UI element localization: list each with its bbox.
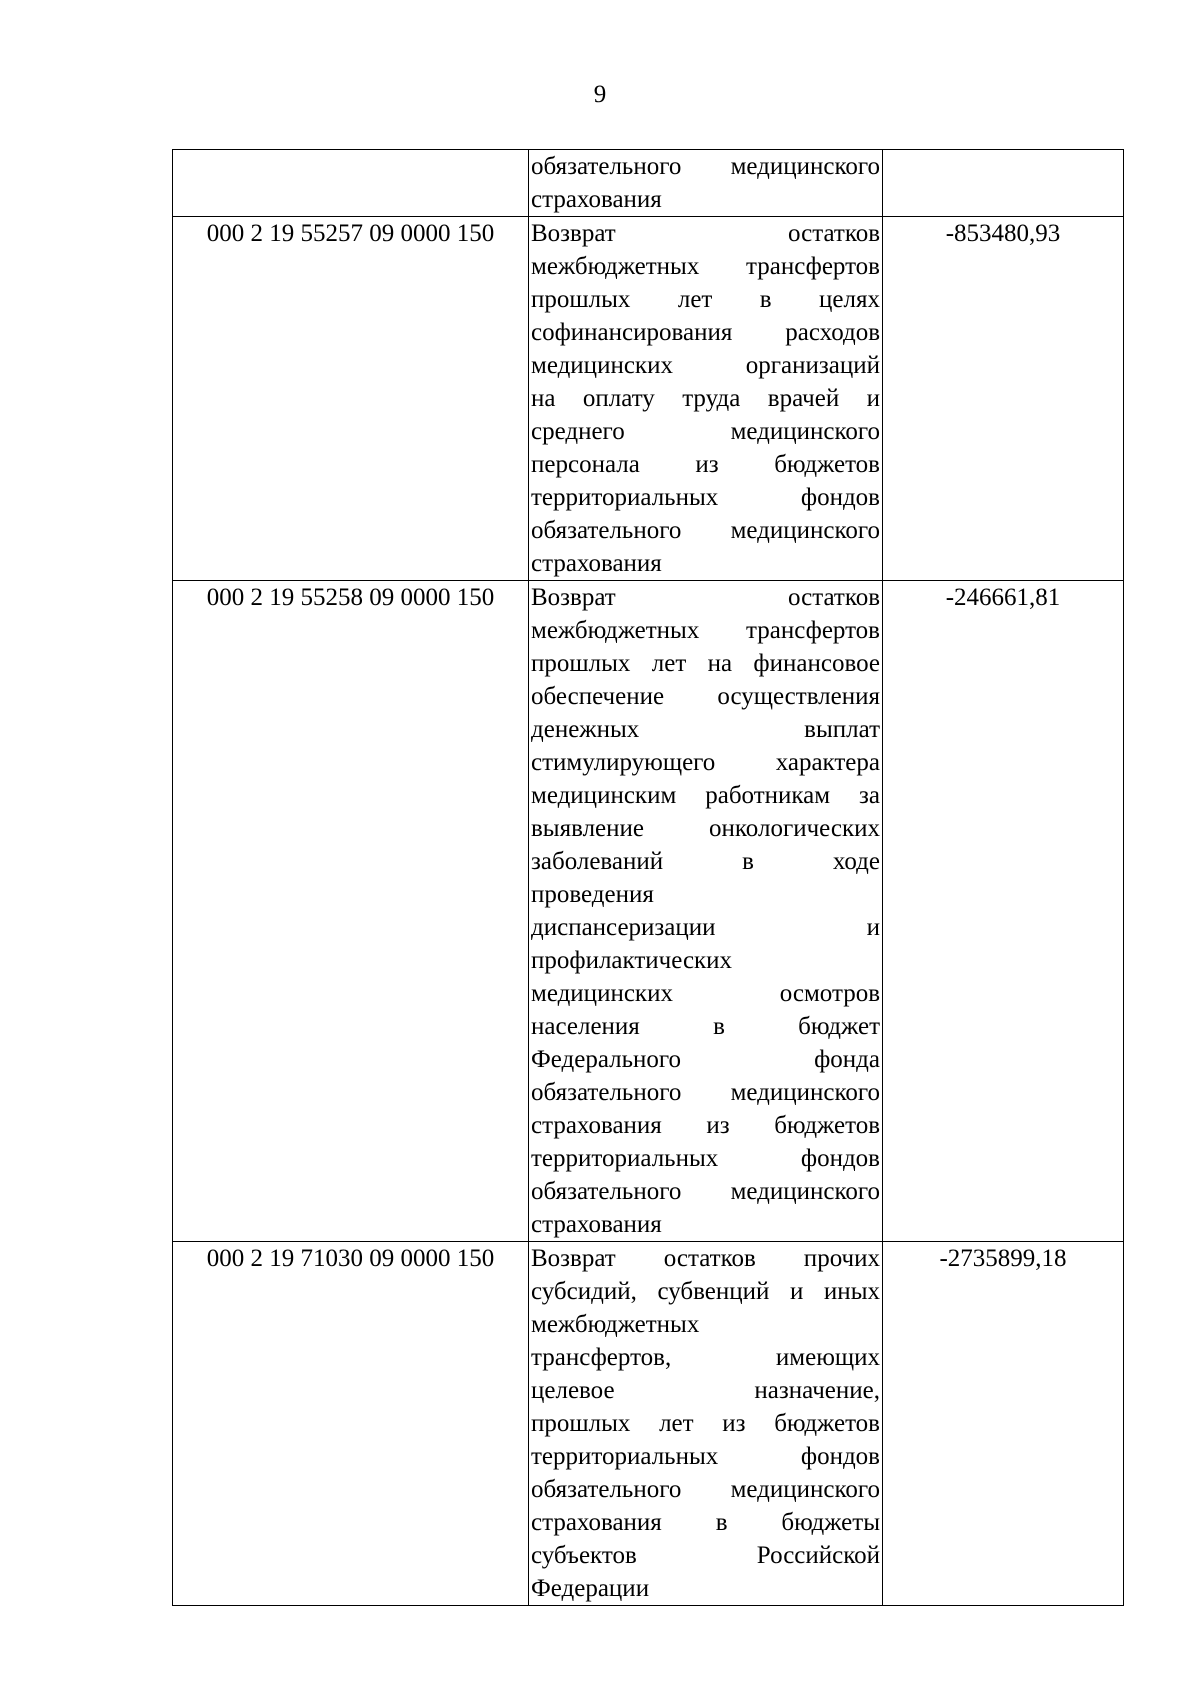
description-line: страхования: [531, 550, 662, 577]
description-line: субсидий, субвенций и иных: [531, 1278, 880, 1305]
budget-table: [172, 149, 1124, 1606]
description-line: межбюджетных трансфертов: [531, 617, 880, 644]
description-cell: [529, 217, 883, 581]
description-line: Возврат остатков: [531, 584, 880, 611]
description-line: софинансирования расходов: [531, 319, 880, 346]
description-line: обязательного медицинского: [531, 1079, 880, 1106]
description-line: страхования: [531, 1211, 662, 1238]
description-line: прошлых лет на финансовое: [531, 650, 880, 677]
description-line: межбюджетных: [531, 1311, 700, 1338]
table-row: [173, 581, 1124, 1242]
amount-cell: -246661,81: [883, 581, 1124, 1242]
description-line: территориальных фондов: [531, 484, 880, 511]
table-row: [173, 150, 1124, 217]
description-line: обязательного медицинского: [531, 153, 880, 180]
table-row: [173, 1242, 1124, 1606]
budget-code-cell: 000 2 19 71030 09 0000 150: [173, 1242, 529, 1606]
description-line: медицинских осмотров: [531, 980, 880, 1007]
description-line: Возврат остатков: [531, 220, 880, 247]
description-line: территориальных фондов: [531, 1443, 880, 1470]
description-line: выявление онкологических: [531, 815, 880, 842]
description-line: проведения: [531, 881, 654, 908]
description-line: страхования: [531, 186, 662, 213]
budget-code-cell: [173, 150, 529, 217]
description-line: медицинских организаций: [531, 352, 880, 379]
description-line: на оплату труда врачей и: [531, 385, 880, 412]
table-row: [173, 217, 1124, 581]
description-line: медицинским работникам за: [531, 782, 880, 809]
description-line: межбюджетных трансфертов: [531, 253, 880, 280]
description-line: обязательного медицинского: [531, 1476, 880, 1503]
description-cell: [529, 581, 883, 1242]
description-line: трансфертов, имеющих: [531, 1344, 880, 1371]
description-cell: [529, 150, 883, 217]
description-line: заболеваний в ходе: [531, 848, 880, 875]
description-line: Федерации: [531, 1575, 650, 1602]
description-cell: [529, 1242, 883, 1606]
description-line: обязательного медицинского: [531, 1178, 880, 1205]
budget-table-body: [173, 150, 1124, 1606]
description-line: обязательного медицинского: [531, 517, 880, 544]
amount-cell: [883, 150, 1124, 217]
amount-cell: -853480,93: [883, 217, 1124, 581]
description-line: стимулирующего характера: [531, 749, 880, 776]
budget-code-cell: 000 2 19 55258 09 0000 150: [173, 581, 529, 1242]
description-line: прошлых лет в целях: [531, 286, 880, 313]
description-line: Возврат остатков прочих: [531, 1245, 880, 1272]
description-line: целевое назначение,: [531, 1377, 880, 1404]
description-line: страхования из бюджетов: [531, 1112, 880, 1139]
amount-cell: -2735899,18: [883, 1242, 1124, 1606]
description-line: профилактических: [531, 947, 733, 974]
page-number: 9: [593, 81, 607, 108]
description-line: страхования в бюджеты: [531, 1509, 880, 1536]
budget-code-cell: 000 2 19 55257 09 0000 150: [173, 217, 529, 581]
description-line: диспансеризации и: [531, 914, 880, 941]
description-line: денежных выплат: [531, 716, 880, 743]
description-line: Федерального фонда: [531, 1046, 880, 1073]
description-line: территориальных фондов: [531, 1145, 880, 1172]
description-line: персонала из бюджетов: [531, 451, 880, 478]
description-line: прошлых лет из бюджетов: [531, 1410, 880, 1437]
description-line: субъектов Российской: [531, 1542, 880, 1569]
description-line: населения в бюджет: [531, 1013, 880, 1040]
description-line: среднего медицинского: [531, 418, 880, 445]
description-line: обеспечение осуществления: [531, 683, 880, 710]
